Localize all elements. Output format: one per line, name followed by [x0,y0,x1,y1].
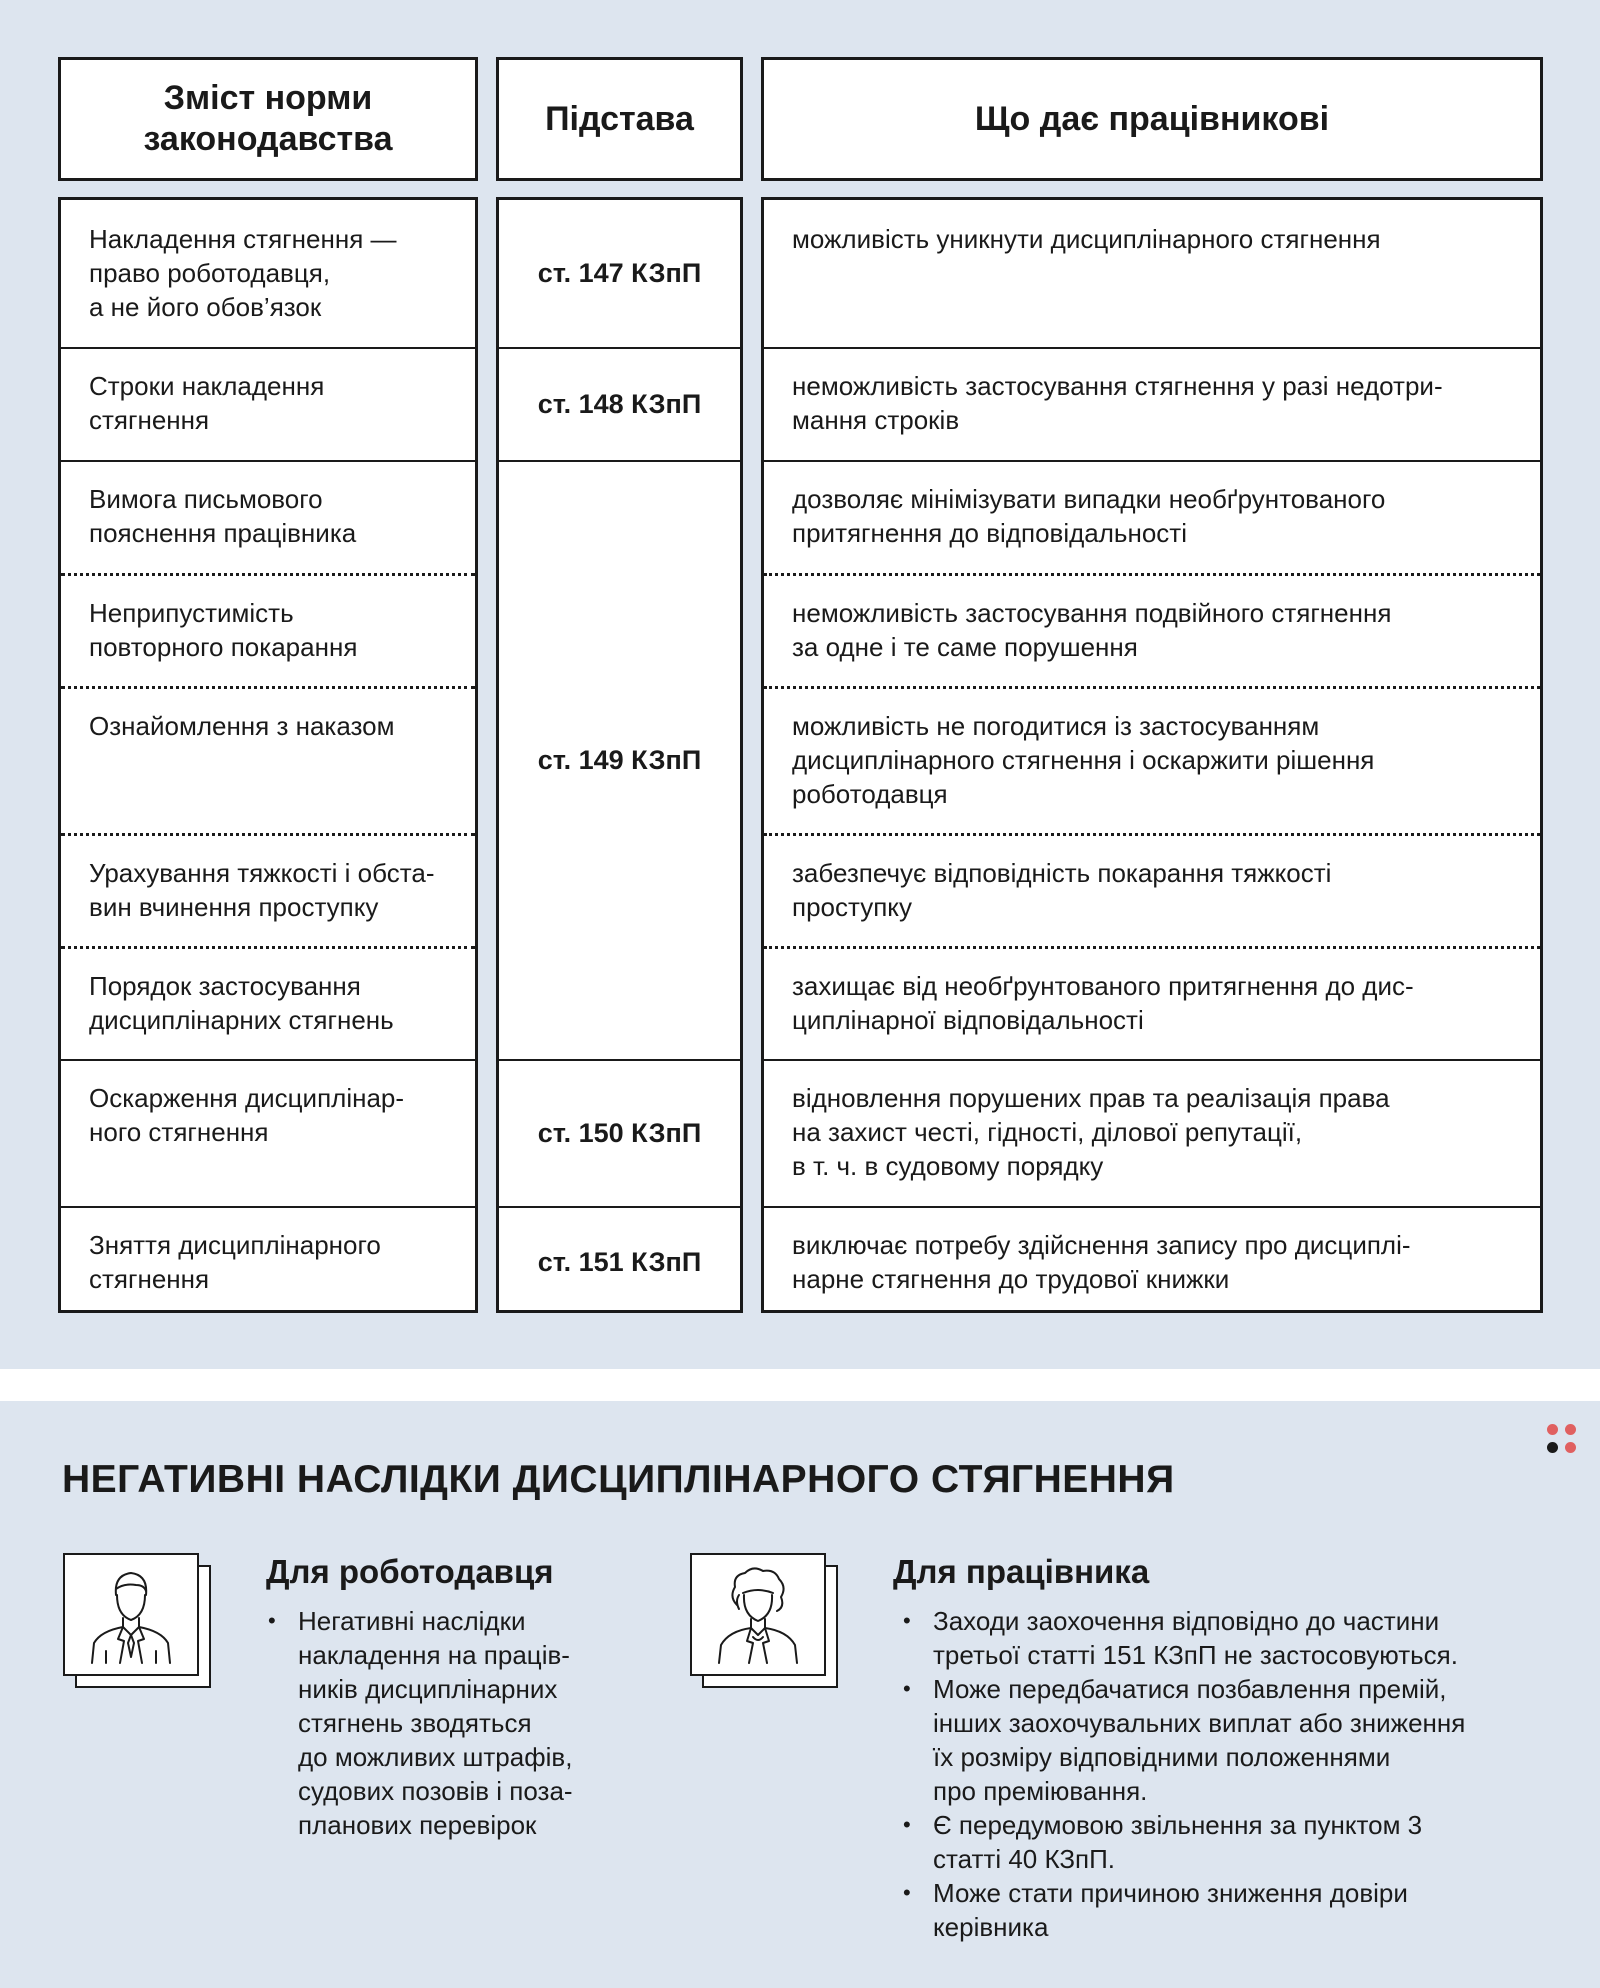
header-norm-label: Зміст норми законодавства [143,79,393,158]
norm-text: Накладення стягнення — право роботодавця, а не його обов’язок [89,224,397,322]
basis-text: ст. 148 КЗпП [537,389,702,419]
benefit-text: виключає потребу здійснення запису про дисциплі- нарне стягнення до трудової книжки [792,1230,1411,1294]
norm-cell [61,833,475,946]
basis-text: ст. 147 КЗпП [537,258,702,288]
benefit-text: неможливість застосування стягнення у разі недотри- мання строків [792,371,1443,435]
basis-cell [499,1206,740,1316]
norm-cell [61,1059,475,1206]
basis-cell [499,200,740,347]
basis-text: ст. 151 КЗпП [537,1246,702,1277]
header-basis-label: Підстава [545,99,694,138]
norm-text: Строки накладення стягнення [89,371,325,435]
norm-text: Зняття дисциплінарного стягнення [89,1230,381,1294]
norm-cell [61,573,475,686]
benefit-text: неможливість застосування подвійного стягнення за одне і те саме порушення [792,598,1392,662]
employer-list [262,1604,642,1842]
norm-text: Урахування тяжкості і обста- вин вчинення проступку [89,858,435,922]
list-item: • Є передумовою звільнення за пунктом 3 статті 40 КЗпП. [897,1808,1537,1876]
woman-worker-icon [713,1565,803,1665]
norm-column [58,197,478,1313]
header-benefit-label: Що дає працівникові [974,99,1330,138]
employee-list [897,1604,1537,1944]
norm-cell [61,1206,475,1316]
norm-text: Порядок застосування дисциплінарних стягнень [89,971,394,1035]
benefit-cell [764,946,1540,1059]
benefit-cell [764,686,1540,833]
benefit-cell [764,347,1540,460]
decorative-dots-icon [1545,1422,1579,1456]
basis-text: ст. 150 КЗпП [537,1118,702,1148]
section-title: НЕГАТИВНІ НАСЛІДКИ ДИСЦИПЛІНАРНОГО СТЯГНЕННЯ [62,1458,1175,1501]
header-benefit [761,57,1543,181]
benefit-cell [764,460,1540,573]
basis-cell [499,1059,740,1206]
benefit-cell [764,573,1540,686]
benefit-cell [764,1206,1540,1316]
list-item: • Негативні наслідки накладення на праців- ників дисциплінарних стягнень зводяться до можливих штрафів, судових позовів і поза- планових перевірок [262,1604,642,1842]
norm-cell [61,686,475,833]
list-item: • Може передбачатися позбавлення премій, інших заохочувальних виплат або зниження їх розміру відповідними положеннями про преміювання. [897,1672,1537,1808]
benefit-text: можливість не погодитися із застосуванням дисциплінарного стягнення і оскаржити рішення роботодавця [792,711,1375,809]
benefit-text: відновлення порушених прав та реалізація права на захист честі, гідності, ділової репутації, в т. ч. в судовому порядку [792,1083,1390,1181]
basis-text: ст. 149 КЗпП [537,745,702,775]
section-divider [0,1369,1600,1401]
norm-text: Ознайомлення з наказом [89,711,395,741]
norm-cell [61,460,475,573]
benefit-text: можливість уникнути дисциплінарного стягнення [792,224,1381,254]
norm-text: Оскарження дисциплінар- ного стягнення [89,1083,405,1147]
benefit-text: забезпечує відповідність покарання тяжкості проступку [792,858,1332,922]
list-item: • Заходи заохочення відповідно до частини третьої статті 151 КЗпП не застосовуються. [897,1604,1537,1672]
benefit-text: захищає від необґрунтованого притягнення до дис- циплінарної відповідальності [792,971,1414,1035]
norm-cell [61,946,475,1059]
header-norm [58,57,478,181]
benefit-column [761,197,1543,1313]
norm-cell [61,347,475,460]
header-basis [496,57,743,181]
basis-column [496,197,743,1313]
benefit-cell [764,833,1540,946]
employee-title: Для працівника [893,1553,1150,1590]
norm-cell [61,200,475,347]
list-item: • Може стати причиною зниження довіри керівника [897,1876,1537,1944]
employer-icon-box [63,1553,211,1688]
basis-cell [499,460,740,1059]
benefit-cell [764,200,1540,347]
norm-text: Вимога письмового пояснення працівника [89,484,357,548]
benefit-cell [764,1059,1540,1206]
employee-icon-box [690,1553,838,1688]
norm-text: Неприпустимість повторного покарання [89,598,358,662]
benefit-text: дозволяє мінімізувати випадки необґрунтованого притягнення до відповідальності [792,484,1386,548]
businessman-icon [86,1565,176,1665]
employer-title: Для роботодавця [266,1553,554,1590]
basis-cell [499,347,740,460]
